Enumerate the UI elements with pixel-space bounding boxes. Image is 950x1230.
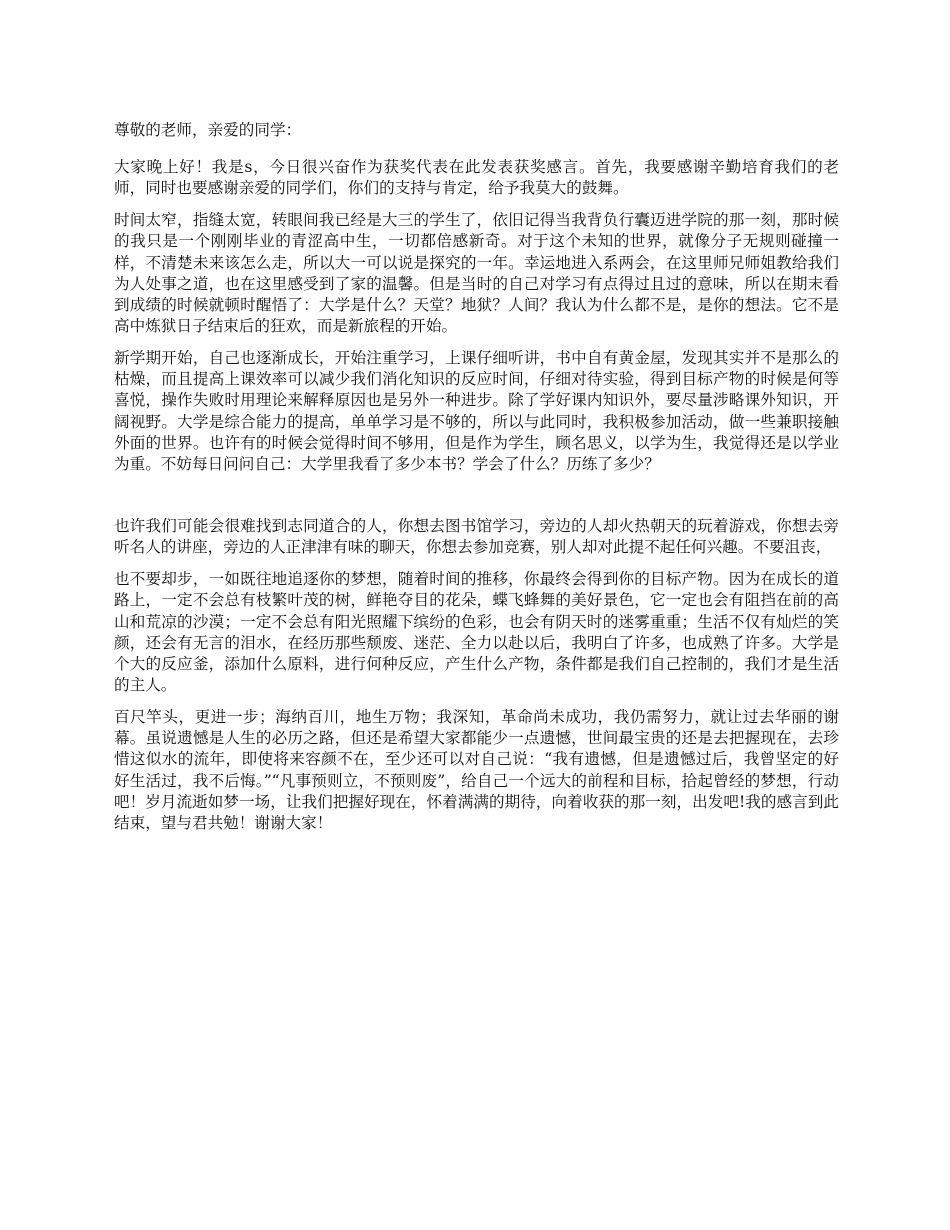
closing-paragraph: 百尺竿头，更进一步；海纳百川，地生万物；我深知，革命尚未成功，我仍需努力，就让过去华丽的谢幕。虽说遗憾是人生的必历之路，但还是希望大家都能少一点遗憾，世间最宝贵的还是去把握现在，去珍惜这似水的流年，即使将来容颜不在，至少还可以对自己说：“我有遗憾，但是遗憾过后，我曾坚定的好好生活过，我不后悔。”“凡事预则立，不预则废”，给自己一个远大的前程和目标，拾起曾经的梦想，行动吧！岁月流逝如梦一场，让我们把握好现在，怀着满满的期待，向着收获的那一刻，出发吧!我的感言到此结束，望与君共勉！谢谢大家！	[114, 708, 839, 833]
body-paragraph: 时间太窄，指缝太宽，转眼间我已经是大三的学生了，依旧记得当我背负行囊迈进学院的那一刻，那时候的我只是一个刚刚毕业的青涩高中生，一切都倍感新奇。对于这个未知的世界，就像分子无规则碰撞一样，不清楚未来该怎么走，所以大一可以说是探究的一年。幸运地进入系两会，在这里师兄师姐教给我们为人处事之道，也在这里感受到了家的温馨。但是当时的自己对学习有点得过且过的意味，所以在期末看到成绩的时候就顿时醒悟了：大学是什么？天堂？地狱？人间？我认为什么都不是，是你的想法。它不是高中炼狱日子结束后的狂欢，而是新旅程的开始。	[114, 211, 839, 336]
greeting-paragraph: 尊敬的老师，亲爱的同学：	[114, 121, 302, 139]
body-paragraph: 新学期开始，自己也逐渐成长，开始注重学习，上课仔细听讲，书中自有黄金屋，发现其实并不是那么的枯燥，而且提高上课效率可以减少我们消化知识的反应时间，仔细对待实验，得到目标产物的时候是何等喜悦，操作失败时用理论来解释原因也是另外一种进步。除了学好课内知识外，要尽量涉略课外知识，开阔视野。大学是综合能力的提高，单单学习是不够的，所以与此同时，我积极参加活动，做一些兼职接触外面的世界。也许有的时候会觉得时间不够用，但是作为学生，顾名思义，以学为生，我觉得还是以学业为重。不妨每日问问自己：大学里我看了多少本书？学会了什么？历练了多少？	[114, 349, 839, 474]
body-paragraph: 也许我们可能会很难找到志同道合的人，你想去图书馆学习，旁边的人却火热朝天的玩着游戏，你想去旁听名人的讲座，旁边的人正津津有味的聊天，你想去参加竞赛，别人却对此提不起任何兴趣。不要沮丧，	[114, 517, 839, 557]
body-paragraph: 也不要却步，一如既往地追逐你的梦想，随着时间的推移，你最终会得到你的目标产物。因为在成长的道路上，一定不会总有枝繁叶茂的树，鲜艳夺目的花朵，蝶飞蜂舞的美好景色，它一定也会有阻挡在前的高山和荒凉的沙漠；一定不会总有阳光照耀下缤纷的色彩，也会有阴天时的迷雾重重；生活不仅有灿烂的笑颜，还会有无言的泪水，在经历那些颓废、迷茫、全力以赴以后，我明白了许多，也成熟了许多。大学是个大的反应釜，添加什么原料，进行何种反应，产生什么产物，条件都是我们自己控制的，我们才是生活的主人。	[114, 570, 839, 695]
document-body	[114, 120, 839, 845]
opening-paragraph: 大家晚上好！我是s，今日很兴奋作为获奖代表在此发表获奖感言。首先，我要感谢辛勤培育我们的老师，同时也要感谢亲爱的同学们，你们的支持与肯定，给予我莫大的鼓舞。	[114, 158, 839, 198]
